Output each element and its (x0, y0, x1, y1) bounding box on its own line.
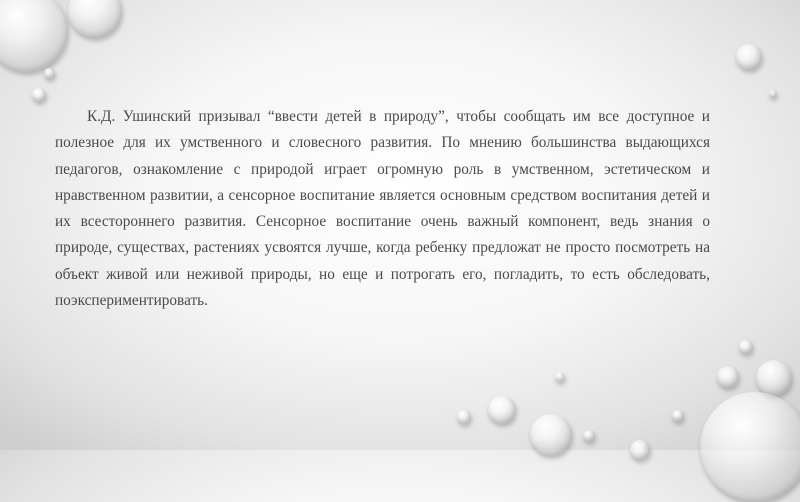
water-drop (739, 340, 753, 354)
water-drop (583, 430, 595, 442)
water-drop (488, 396, 516, 424)
water-drop (555, 372, 565, 382)
water-drop (717, 366, 739, 388)
water-drop (756, 360, 792, 396)
slide-body-text: К.Д. Ушинский призывал “ввести детей в природу”, чтобы сообщать им все доступное и полезное для их умственного и словесного развития. По мнению большинства выдающихся педагогов, ознакомление с природой играет огромную роль в умственном, эстетическом и нравственном развитии, а сенсорное воспитание является основным средством воспитания детей и их всестороннего развития. Сенсорное воспитание очень важный компонент, ведь знания о природе, существах, растениях усвоятся лучше, когда ребенку предложат не просто посмотреть на объект живой или неживой природы, но еще и потрогать его, погладить, то есть обследовать, поэкспериментировать. (55, 108, 710, 310)
water-drop (457, 410, 471, 424)
water-drop (44, 68, 55, 79)
water-drop (672, 410, 684, 422)
water-drop (68, 0, 122, 38)
water-drop (700, 392, 800, 502)
water-drop (630, 440, 650, 460)
water-drop (0, 0, 68, 72)
water-drop (736, 44, 762, 70)
water-drop (32, 88, 46, 102)
water-drop (769, 90, 777, 98)
